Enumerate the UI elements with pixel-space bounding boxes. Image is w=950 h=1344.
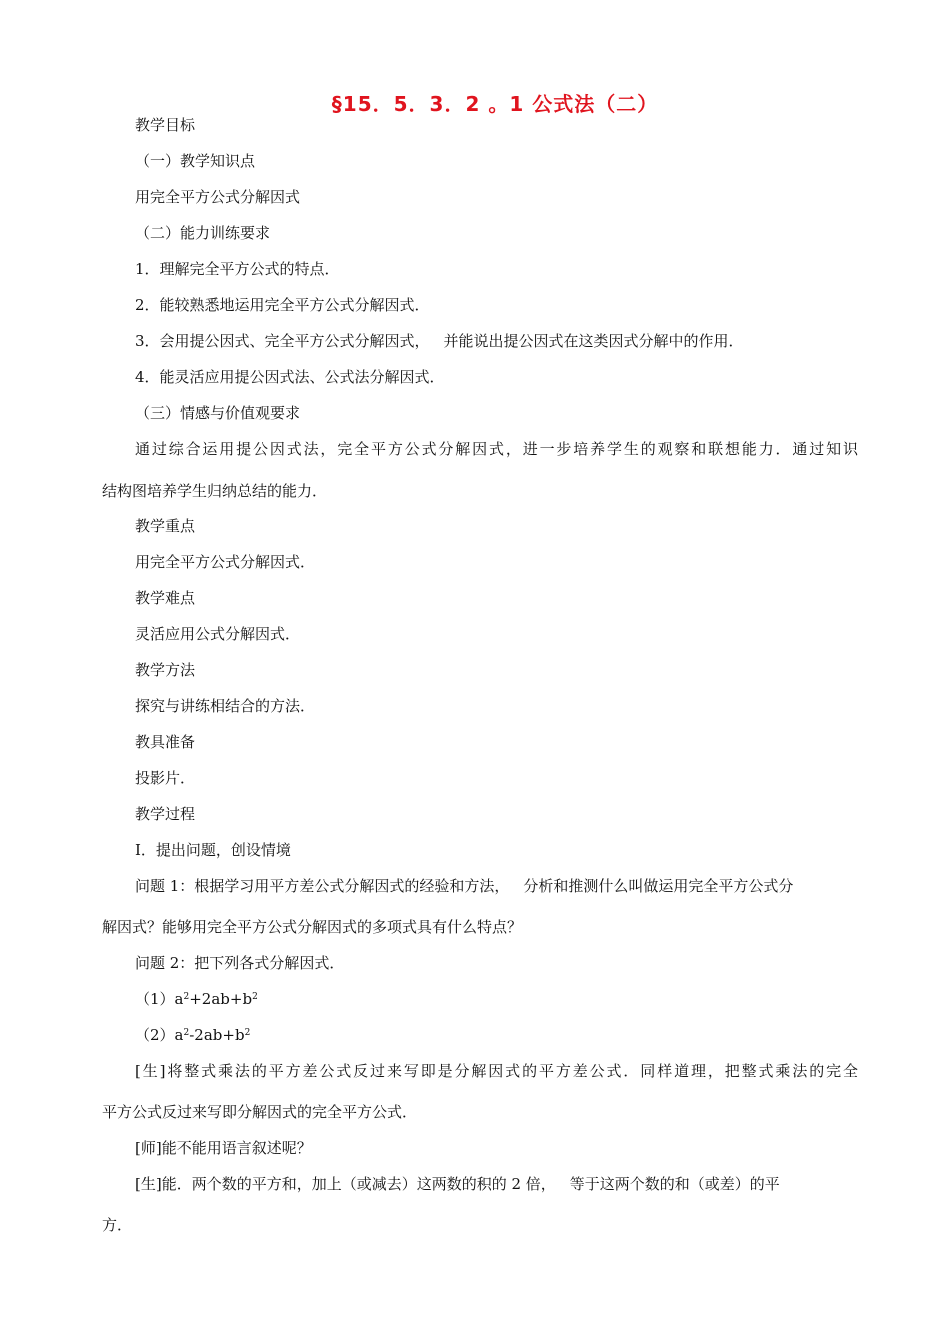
heading-teaching-goals: 教学目标 xyxy=(135,116,196,134)
text-line: 用完全平方公式分解因式 xyxy=(135,188,301,206)
paragraph-part: 等于这两个数的和（或差）的平 xyxy=(569,1175,780,1193)
paragraph-line: 问题 2：把下列各式分解因式． xyxy=(135,954,345,972)
list-item: 1．理解完全平方公式的特点． xyxy=(135,260,340,278)
heading-process: 教学过程 xyxy=(135,805,196,823)
formula-item xyxy=(135,1025,250,1045)
heading-key-point: 教学重点 xyxy=(135,517,196,535)
formula-text: （1）a xyxy=(135,990,184,1008)
exponent: 2 xyxy=(183,992,190,1002)
paragraph-line xyxy=(135,1061,858,1081)
text-line: 探究与讲练相结合的方法． xyxy=(135,697,316,715)
text-line: 投影片． xyxy=(135,769,196,787)
paragraph-line: 解因式？能够用完全平方公式分解因式的多项式具有什么特点？ xyxy=(102,918,523,936)
text-line: 用完全平方公式分解因式． xyxy=(135,553,316,571)
list-item: 4．能灵活应用提公因式法、公式法分解因式． xyxy=(135,368,445,386)
paragraph-text: 通过综合运用提公因式法，完全平方公式分解因式，进一步培养学生的观察和联想能力．通过知识 xyxy=(135,440,858,458)
list-item: 2．能较熟悉地运用完全平方公式分解因式． xyxy=(135,296,430,314)
paragraph-line: 结构图培养学生归纳总结的能力． xyxy=(102,482,328,500)
page-title: §15．5．3．2 。1 公式法（二） xyxy=(331,92,659,116)
paragraph-line: [师]能不能用语言叙述呢？ xyxy=(135,1139,312,1157)
paragraph-line xyxy=(135,1174,780,1194)
exponent: 2 xyxy=(252,992,258,1002)
heading-difficulty: 教学难点 xyxy=(135,589,196,607)
section-heading: Ⅰ．提出问题，创设情境 xyxy=(135,841,291,859)
list-item-part: 3．会用提公因式、完全平方公式分解因式， xyxy=(135,332,430,350)
heading-method: 教学方法 xyxy=(135,661,196,679)
formula-text: -2ab+b xyxy=(189,1026,245,1044)
exponent: 2 xyxy=(244,1028,251,1038)
text-line: 灵活应用公式分解因式． xyxy=(135,625,301,643)
paragraph-part: 问题 1：根据学习用平方差公式分解因式的经验和方法， xyxy=(135,877,510,895)
formula-text: （2）a xyxy=(135,1026,184,1044)
formula-item xyxy=(135,989,258,1009)
subheading-knowledge: （一）教学知识点 xyxy=(135,152,256,170)
exponent: 2 xyxy=(183,1028,190,1038)
list-item xyxy=(135,331,744,351)
paragraph-text: [生]将整式乘法的平方差公式反过来写即是分解因式的平方差公式．同样道理，把整式乘法的完全 xyxy=(135,1062,858,1080)
paragraph-part: [生]能．两个数的平方和，加上（或减去）这两数的积的 2 倍， xyxy=(135,1175,556,1193)
paragraph-line xyxy=(135,876,793,896)
paragraph-part: 分析和推测什么叫做运用完全平方公式分 xyxy=(523,877,794,895)
list-item-part: 并能说出提公因式在这类因式分解中的作用． xyxy=(443,332,744,350)
formula-text: +2ab+b xyxy=(189,990,253,1008)
subheading-ability: （二）能力训练要求 xyxy=(135,224,271,242)
paragraph-line xyxy=(135,439,858,459)
heading-tools: 教具准备 xyxy=(135,733,196,751)
paragraph-line: 平方公式反过来写即分解因式的完全平方公式． xyxy=(102,1103,418,1121)
subheading-values: （三）情感与价值观要求 xyxy=(135,404,301,422)
paragraph-line: 方． xyxy=(102,1216,133,1234)
